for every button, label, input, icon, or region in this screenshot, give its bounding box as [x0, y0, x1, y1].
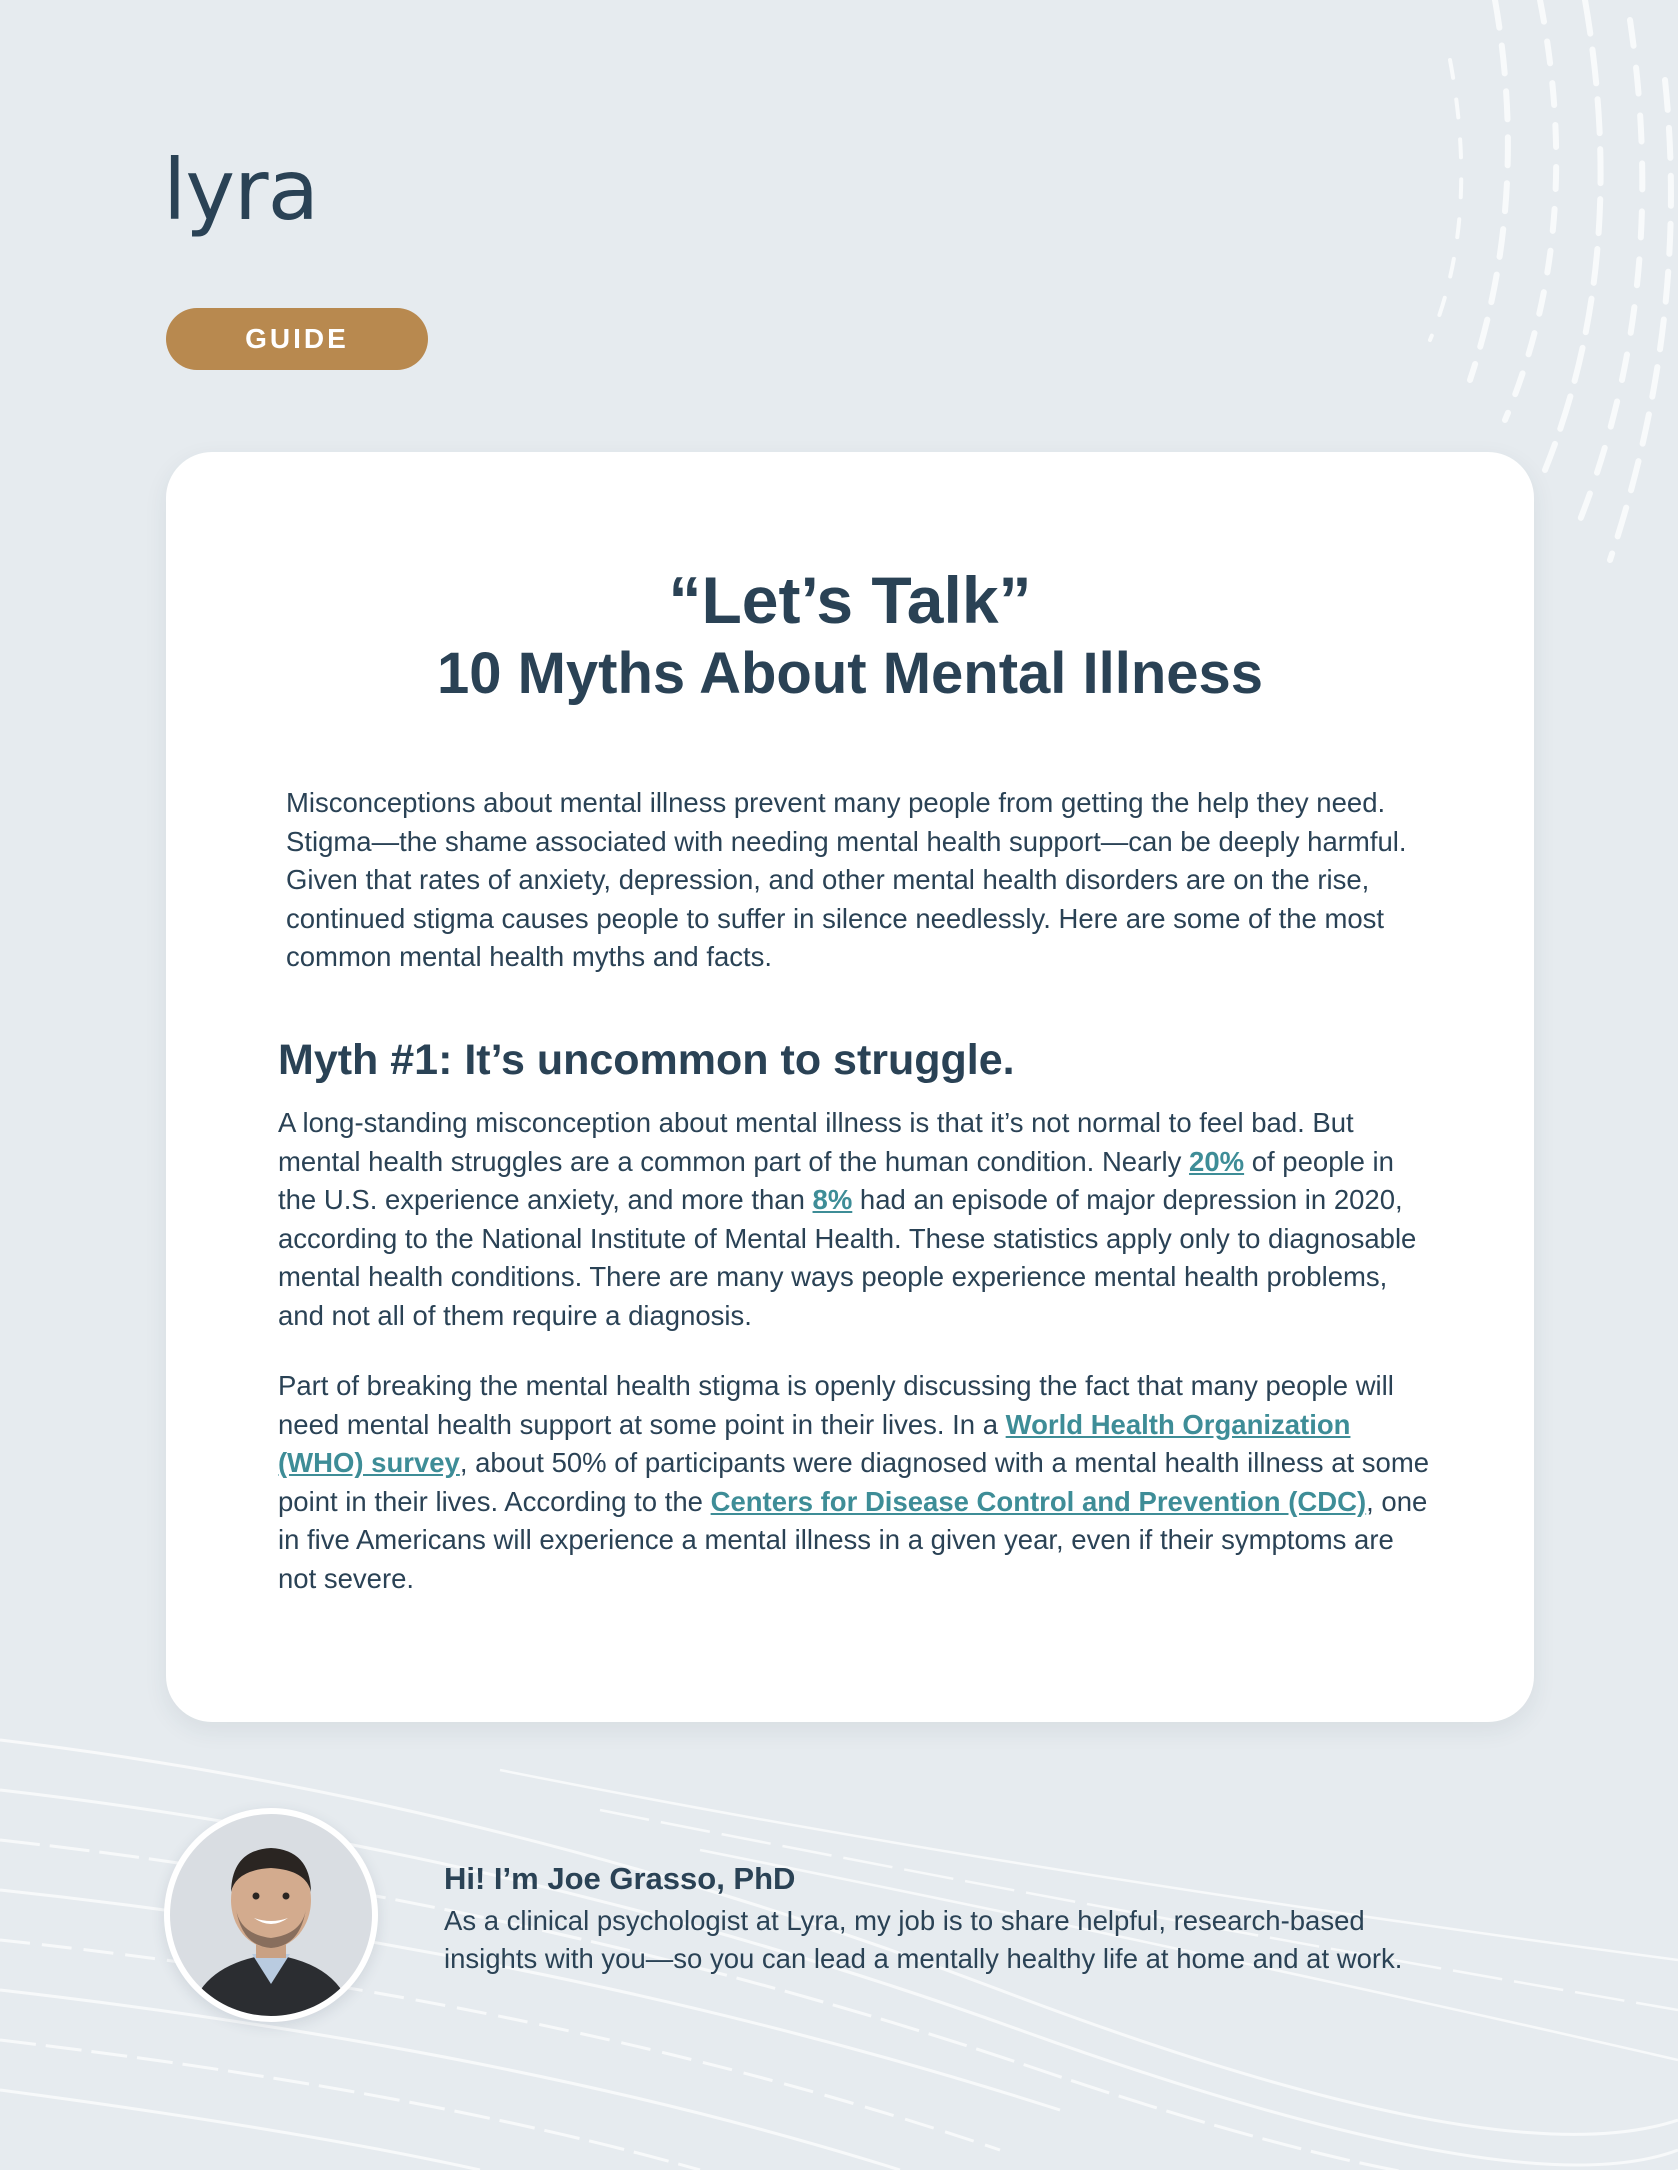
text-run: A long-standing misconception about mental illness is that it’s not normal to feel bad. But mental health struggles are a common part of the human condition. Nearly	[278, 1107, 1354, 1177]
guide-tag: GUIDE	[166, 308, 428, 370]
cdc-link[interactable]: Centers for Disease Control and Prevention (CDC)	[710, 1485, 1367, 1517]
text-run: of people in the U.S. experience anxiety, and more than	[278, 1145, 1394, 1215]
text-run: Part of breaking the mental health stigma is openly discussing the fact that many people will need mental health support at some point in their lives. In a	[278, 1370, 1394, 1440]
author-avatar	[164, 1808, 378, 2022]
text-run: had an episode of major depression in 2020, according to the National Institute of Mental Health. These statistics apply only to diagnosable mental health conditions. There are many ways people experience mental health problems, and not all of them require a diagnosis.	[278, 1184, 1417, 1331]
author-bio: As a clinical psychologist at Lyra, my job is to share helpful, research-based insights with you—so you can lead a mentally healthy life at home and at work.	[444, 1905, 1403, 1974]
myth-1-heading: Myth #1: It’s uncommon to struggle.	[278, 1036, 1015, 1084]
page-title: “Let’s Talk”	[668, 563, 1032, 637]
author-name: Hi! I’m Joe Grasso, PhD	[444, 1861, 796, 1896]
anxiety-stat-link[interactable]: 20%	[1189, 1145, 1245, 1177]
myth-1-paragraph-1	[278, 1104, 1438, 1335]
depression-stat-link[interactable]: 8%	[812, 1184, 853, 1215]
page-subtitle: 10 Myths About Mental Illness	[436, 641, 1264, 706]
myth-1-paragraph-2	[278, 1367, 1438, 1598]
text-run: , one in five Americans will experience a mental illness in a given year, even if their symptoms are not severe.	[278, 1485, 1428, 1594]
intro-paragraph: Misconceptions about mental illness prevent many people from getting the help they need. Stigma—the shame associated with needing mental health support—can be deeply harmful. Given that rates of anxiety, depression, and other mental health disorders are on the rise, continued stigma causes people to suffer in silence needlessly. Here are some of the most common mental health myths and facts.	[286, 787, 1407, 972]
author-portrait-icon	[170, 1814, 372, 2016]
lyra-logo: lyra	[163, 141, 319, 239]
who-survey-link[interactable]: World Health Organization (WHO) survey	[278, 1408, 1351, 1478]
text-run: , about 50% of participants were diagnosed with a mental health illness at some point in their lives. According to the	[278, 1447, 1430, 1517]
content-card	[166, 452, 1534, 1722]
